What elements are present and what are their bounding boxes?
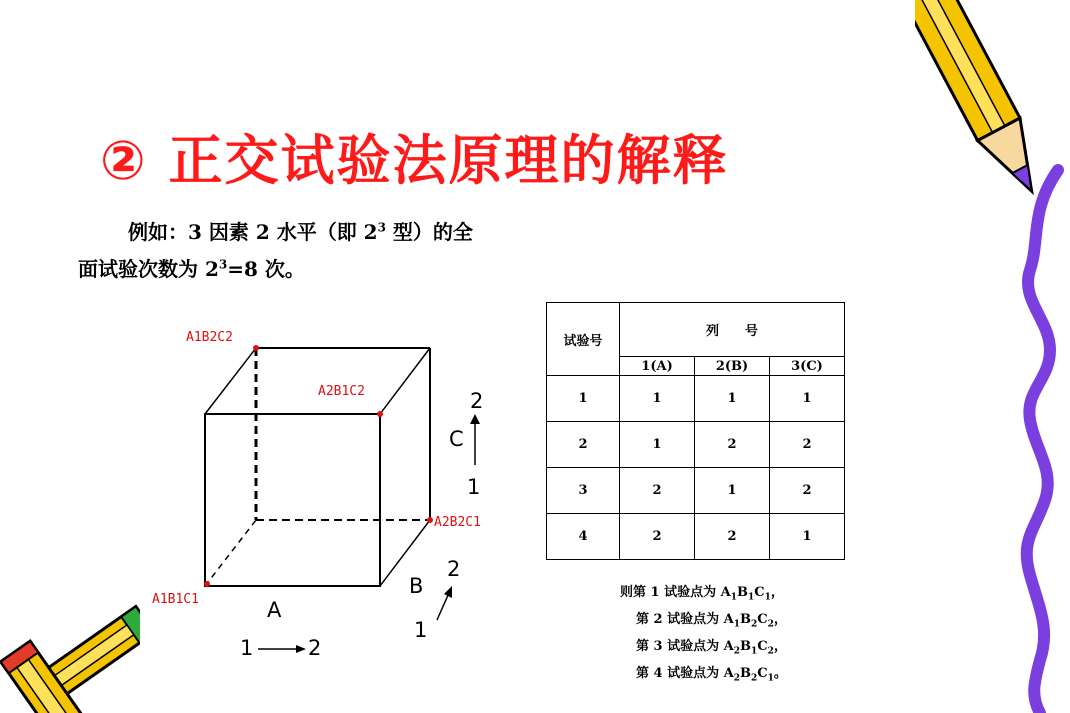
cube-edge-hidden	[205, 520, 256, 586]
axis-a-from: 1	[240, 636, 254, 660]
table-cell: 4	[547, 514, 620, 560]
table-cell: 2	[620, 514, 695, 560]
table-cell: 2	[770, 422, 845, 468]
table-cell: 1	[770, 376, 845, 422]
axis-a-to: 2	[308, 636, 322, 660]
table-cell: 2	[547, 422, 620, 468]
pencil-icon	[915, 0, 1065, 220]
intro-line-2: 面试验次数为 $2^3=8$ 次。	[78, 257, 305, 281]
axis-b-letter: B	[409, 574, 424, 598]
table-column-header: 3(C)	[770, 357, 845, 376]
axis-b-from: 1	[414, 618, 428, 642]
page-title: ② 正交试验法原理的解释	[100, 129, 729, 192]
table-column-group: 列 号	[620, 303, 845, 357]
cube-edge	[380, 348, 430, 414]
table-cell: 2	[695, 422, 770, 468]
table-column-header: 2(B)	[695, 357, 770, 376]
table-row	[547, 422, 845, 468]
vertex-label: A1B1C1	[152, 592, 199, 607]
table-cell: 1	[620, 422, 695, 468]
axis-b-to: 2	[447, 557, 461, 581]
table-row-header: 试验号	[547, 303, 620, 376]
axis-c-to: 2	[470, 389, 484, 413]
vertex-dot	[204, 581, 210, 587]
table-row	[547, 376, 845, 422]
axis-a-letter: A	[267, 598, 282, 622]
trial-point: 第 3 试验点为 $A_2B_1C_2$，	[636, 639, 787, 657]
table-cell: 2	[770, 468, 845, 514]
arrowhead-a	[296, 645, 306, 653]
table-cell: 1	[770, 514, 845, 560]
trial-point: 第 4 试验点为 $A_2B_2C_1$。	[636, 666, 787, 684]
table-column-header: 1(A)	[620, 357, 695, 376]
trial-point: 第 2 试验点为 $A_1B_2C_2$，	[636, 612, 787, 630]
table-cell: 1	[620, 376, 695, 422]
vertex-dot	[253, 345, 259, 351]
vertex-dot	[377, 411, 383, 417]
table-cell: 2	[695, 514, 770, 560]
cube-front-face	[205, 414, 380, 586]
orthogonal-array-table	[546, 302, 845, 560]
table-cell: 1	[547, 376, 620, 422]
table-row	[547, 514, 845, 560]
intro-line-1: 例如：3 因素 2 水平（即 $2^3$ 型）的全	[128, 220, 473, 244]
axis-c-from: 1	[467, 475, 481, 499]
vertex-label: A2B2C1	[434, 515, 481, 530]
cube-edge	[205, 348, 256, 414]
table-row	[547, 468, 845, 514]
trial-point: 则第 1 试验点为 $A_1B_1C_1$，	[620, 585, 784, 603]
table-cell: 3	[547, 468, 620, 514]
vertex-label: A2B1C2	[318, 384, 365, 399]
vertex-label: A1B2C2	[186, 330, 233, 345]
table-cell: 1	[695, 376, 770, 422]
table-cell: 1	[695, 468, 770, 514]
arrowhead-c	[470, 414, 480, 424]
axis-c-letter: C	[449, 427, 464, 451]
table-cell: 2	[620, 468, 695, 514]
vertex-dot	[427, 517, 433, 523]
trial-points	[620, 582, 787, 690]
arrow-b	[437, 593, 449, 620]
